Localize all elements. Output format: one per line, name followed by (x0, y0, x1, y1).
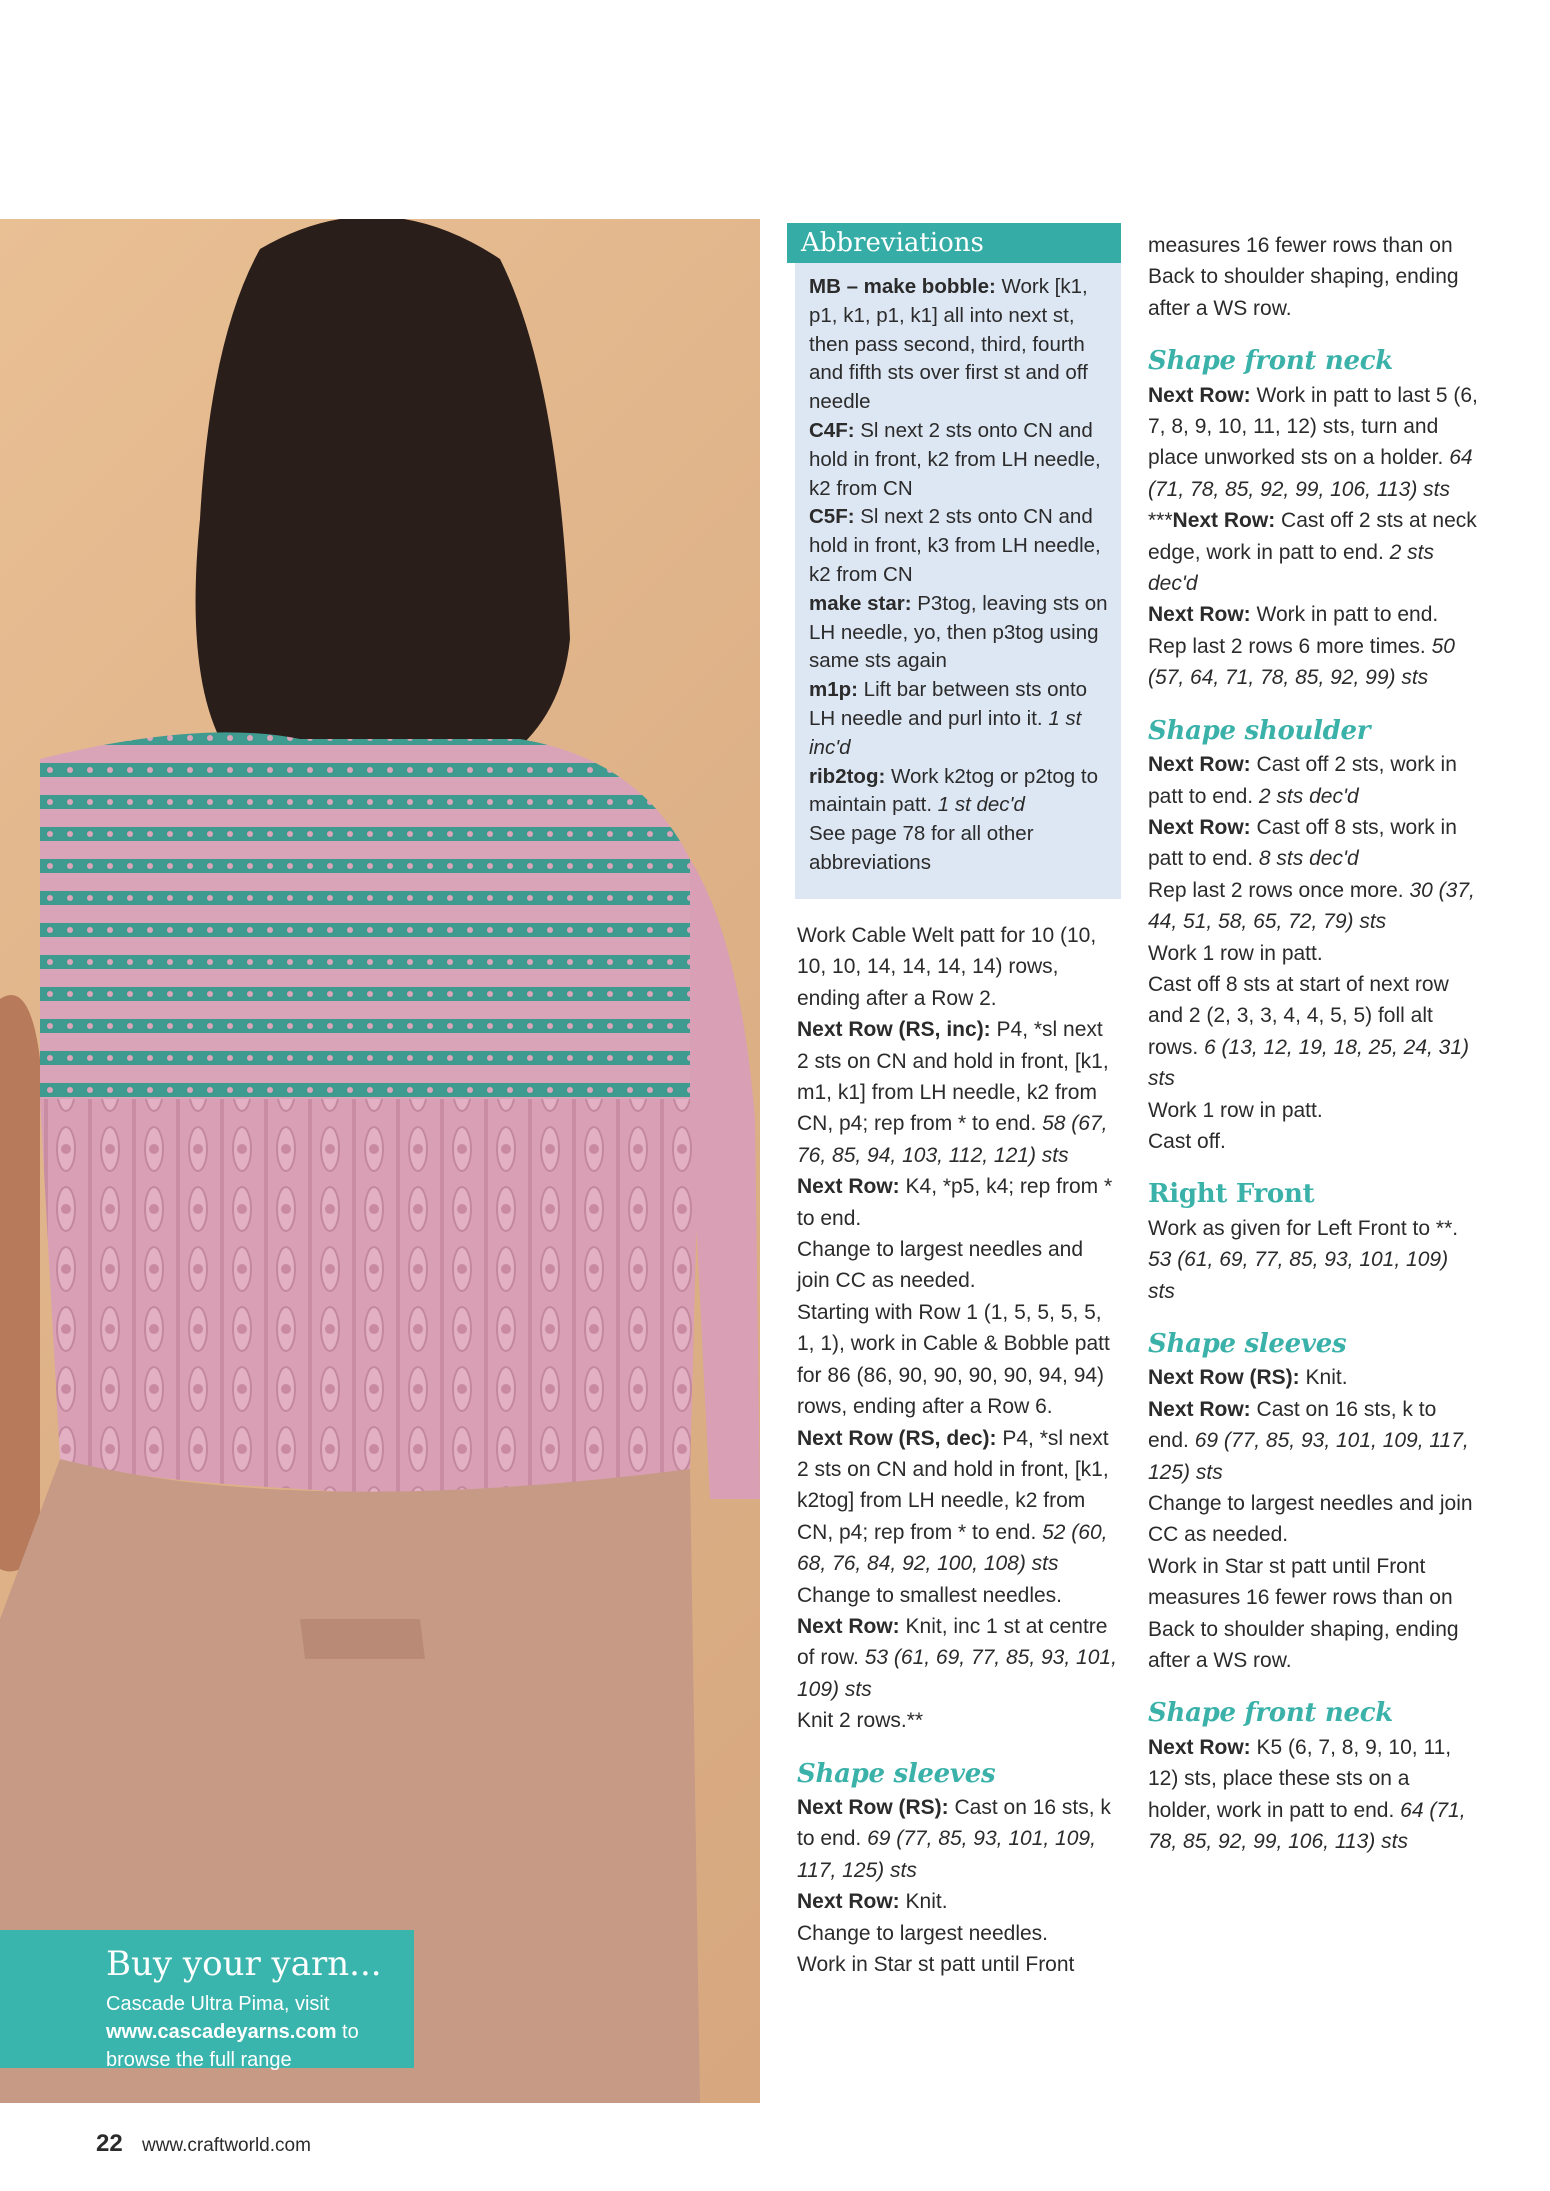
buy-yarn-line1: Cascade Ultra Pima, visit (106, 1993, 330, 2015)
instruction: Next Row: Cast on 16 sts, k to end. 69 (77, 85, 93, 101, 109, 117, 125) sts (1148, 1397, 1469, 1484)
abbr-entry: C5F: Sl next 2 sts onto CN and hold in front, k3 from LH needle, k2 from CN (809, 505, 1101, 586)
buy-yarn-line3: browse the full range (106, 2049, 292, 2071)
instruction: Next Row (RS, dec): P4, *sl next 2 sts on CN and hold in front, [k1, k2tog] from LH needle, k2 from CN, p4; rep from * to end. 52 (60, 68, 76, 84, 92, 100, 108) sts (797, 1426, 1109, 1576)
instruction: Change to largest needles and join CC as needed. (797, 1238, 1084, 1293)
instruction: Next Row: Knit. (797, 1890, 948, 1914)
section-heading: Shape front neck (1148, 346, 1393, 377)
instruction: ***Next Row: Cast off 2 sts at neck edge, work in patt to end. 2 sts dec'd (1148, 509, 1477, 596)
yarn-url-link[interactable]: www.cascadeyarns.com (106, 2021, 337, 2043)
instruction: Work in Star st patt until Front (797, 1953, 1075, 1976)
footer-site-link[interactable]: www.craftworld.com (141, 2135, 311, 2156)
instruction: Next Row: K4, *p5, k4; rep from * to end. (797, 1175, 1113, 1230)
instruction: Rep last 2 rows 6 more times. 50 (57, 64, 71, 78, 85, 92, 99) sts (1148, 634, 1455, 690)
pattern-column-1 (797, 920, 1117, 1980)
instruction: Next Row: Work in patt to last 5 (6, 7, 8, 9, 10, 11, 12) sts, turn and place unworked sts on a holder. 64 (71, 78, 85, 92, 99, 106, 113) sts (1148, 383, 1478, 501)
abbr-entry: C4F: Sl next 2 sts onto CN and hold in front, k2 from LH needle, k2 from CN (809, 418, 1101, 500)
abbr-entry: make star: P3tog, leaving sts on LH needle, yo, then p3tog using same sts again (809, 591, 1108, 673)
abbreviations-title: Abbreviations (787, 223, 1121, 263)
instruction: Next Row: Work in patt to end. (1148, 603, 1439, 627)
buy-yarn-title: Buy your yarn... (106, 1944, 382, 1984)
abbr-entry: MB – make bobble: Work [k1, p1, k1, p1, k1] all into next st, then pass second, third, fourth and fifth sts over first st and off needle (809, 275, 1088, 414)
instruction: Work as given for Left Front to **. 53 (61, 69, 77, 85, 93, 101, 109) sts (1148, 1216, 1459, 1303)
section-heading: Shape shoulder (1148, 715, 1371, 746)
abbreviations-box (795, 263, 1121, 899)
instruction: Change to largest needles and join CC as needed. (1148, 1492, 1473, 1547)
instruction: Work Cable Welt patt for 10 (10, 10, 10, 14, 14, 14, 14) rows, ending after a Row 2. (797, 924, 1097, 1010)
sweater-illustration (0, 219, 760, 2103)
instruction: Rep last 2 rows once more. 30 (37, 44, 51, 58, 65, 72, 79) sts (1148, 878, 1475, 934)
pattern-column-2 (1148, 230, 1478, 1858)
instruction: Knit 2 rows.** (797, 1709, 924, 1733)
section-heading: Shape sleeves (797, 1758, 996, 1789)
instruction: Next Row (RS, inc): P4, *sl next 2 sts on CN and hold in front, [k1, m1, k1] from LH needle, k2 from CN, p4; rep from * to end. 58 (67, 76, 85, 94, 103, 112, 121) sts (797, 1018, 1109, 1167)
section-heading: Shape front neck (1148, 1698, 1393, 1729)
page-number: 22 (96, 2130, 123, 2157)
instruction: Next Row (RS): Knit. (1148, 1366, 1348, 1390)
instruction: Change to smallest needles. (797, 1583, 1062, 1607)
instruction: Cast off 8 sts at start of next row and 2 (2, 3, 3, 4, 4, 5, 5) foll alt rows. 6 (13, 12, 19, 18, 25, 24, 31) sts (1148, 972, 1470, 1091)
instruction: Work in Star st patt until Front measures 16 fewer rows than on Back to shoulder shaping, ending after a WS row. (1148, 1554, 1459, 1673)
instruction: Change to largest needles. (797, 1921, 1049, 1945)
abbr-entry: m1p: Lift bar between sts onto LH needle and purl into it. 1 st inc'd (809, 678, 1088, 759)
instruction: Next Row (RS): Cast on 16 sts, k to end. 69 (77, 85, 93, 101, 109, 117, 125) sts (797, 1795, 1111, 1882)
section-heading: Right Front (1148, 1179, 1315, 1210)
instruction: Next Row: Cast off 2 sts, work in patt to end. 2 sts dec'd (1148, 753, 1457, 808)
page-footer (96, 2130, 311, 2158)
section-heading: Shape sleeves (1148, 1329, 1347, 1359)
instruction: Next Row: K5 (6, 7, 8, 9, 10, 11, 12) sts, place these sts on a holder, work in patt to end. 64 (71, 78, 85, 92, 99, 106, 113) sts (1148, 1735, 1466, 1854)
instruction: Next Row: Cast off 8 sts, work in patt to end. 8 sts dec'd (1148, 815, 1457, 871)
instruction: measures 16 fewer rows than on Back to shoulder shaping, ending after a WS row. (1148, 234, 1459, 320)
buy-yarn-box (0, 1930, 414, 2071)
instruction: Starting with Row 1 (1, 5, 5, 5, 5, 1, 1), work in Cable & Bobble patt for 86 (86, 90, 90, 90, 90, 94, 94) rows, ending after a Row 6. (797, 1300, 1110, 1419)
instruction: Next Row: Knit, inc 1 st at centre of row. 53 (61, 69, 77, 85, 93, 101, 109) sts (797, 1614, 1117, 1701)
sweater-photo (0, 219, 760, 2103)
abbr-entry: rib2tog: Work k2tog or p2tog to maintain patt. 1 st dec'd (809, 764, 1099, 817)
abbr-see-page: See page 78 for all other abbreviations (809, 822, 1034, 874)
instruction: Cast off. (1148, 1129, 1226, 1153)
instruction: Work 1 row in patt. (1148, 1098, 1323, 1122)
instruction: Work 1 row in patt. (1148, 941, 1323, 965)
buy-yarn-line2: www.cascadeyarns.com to (106, 2021, 359, 2043)
